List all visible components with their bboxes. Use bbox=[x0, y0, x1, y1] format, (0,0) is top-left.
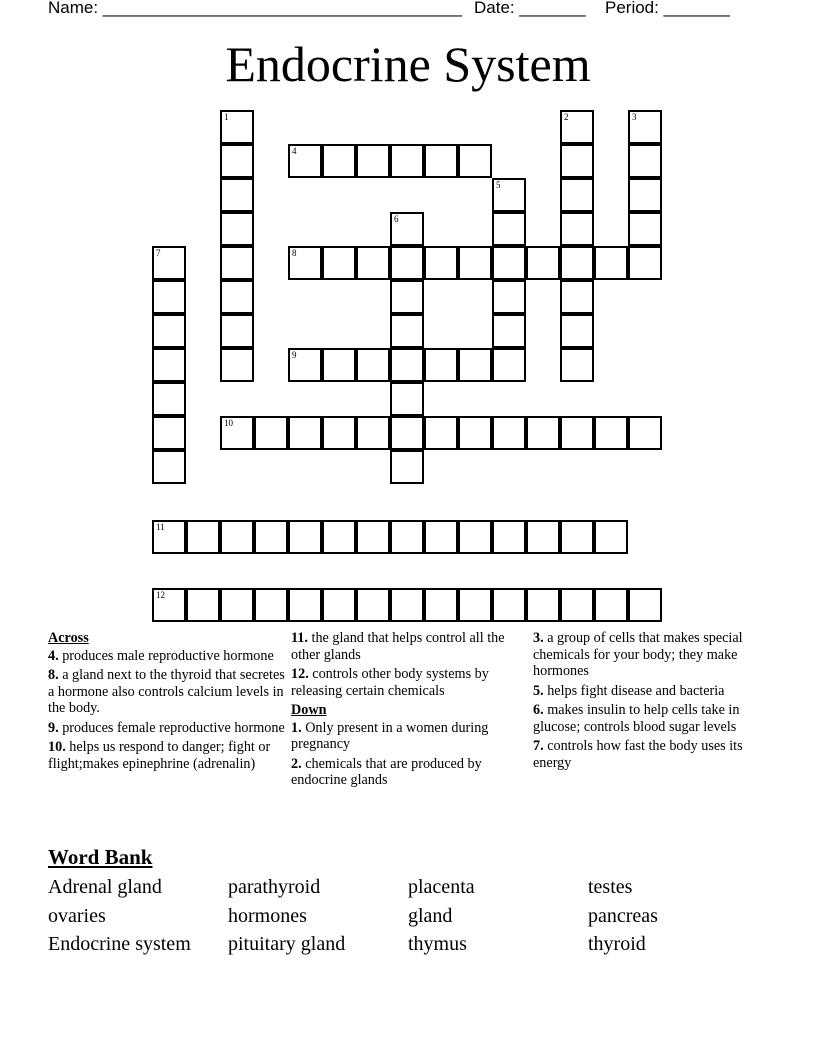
word-bank-item: Adrenal gland bbox=[48, 876, 162, 898]
crossword-cell[interactable] bbox=[322, 246, 356, 280]
clue-column-3 bbox=[533, 630, 758, 774]
clue-number: 11 bbox=[156, 522, 165, 532]
crossword-cell[interactable] bbox=[526, 246, 560, 280]
crossword-cell[interactable] bbox=[492, 246, 526, 280]
clue-number: 4 bbox=[292, 146, 297, 156]
word-bank-item: testes bbox=[588, 876, 633, 898]
clue-down-1: 1. Only present in a women during pregnancy bbox=[291, 719, 489, 752]
clue-number: 5 bbox=[496, 180, 501, 190]
crossword-cell[interactable] bbox=[152, 520, 186, 554]
crossword-cell[interactable] bbox=[322, 144, 356, 178]
crossword-cell[interactable] bbox=[526, 588, 560, 622]
crossword-cell[interactable] bbox=[152, 314, 186, 348]
clue-number: 8 bbox=[292, 248, 297, 258]
word-bank-item: hormones bbox=[228, 904, 307, 927]
clue-number: 10 bbox=[224, 418, 233, 428]
clue-across-8: 8. a gland next to the thyroid that secretes a hormone also controls calcium levels in the body. bbox=[48, 667, 285, 716]
crossword-cell[interactable] bbox=[220, 520, 254, 554]
word-bank bbox=[48, 873, 768, 959]
clue-across-12: 12. controls other body systems by releasing certain chemicals bbox=[291, 666, 489, 699]
crossword-cell[interactable] bbox=[560, 348, 594, 382]
crossword-cell[interactable] bbox=[492, 348, 526, 382]
crossword-cell[interactable] bbox=[492, 314, 526, 348]
crossword-cell[interactable] bbox=[356, 416, 390, 450]
crossword-cell[interactable] bbox=[220, 416, 254, 450]
crossword-cell[interactable] bbox=[220, 314, 254, 348]
period-field[interactable]: Period: _______ bbox=[605, 0, 730, 17]
crossword-cell[interactable] bbox=[186, 520, 220, 554]
crossword-cell[interactable] bbox=[390, 280, 424, 314]
crossword-cell[interactable] bbox=[628, 212, 662, 246]
crossword-cell[interactable] bbox=[356, 520, 390, 554]
crossword-cell[interactable] bbox=[254, 588, 288, 622]
crossword-cell[interactable] bbox=[322, 348, 356, 382]
page-title: Endocrine System bbox=[225, 36, 591, 92]
crossword-cell[interactable] bbox=[220, 246, 254, 280]
clue-down-2: 2. chemicals that are produced by endocrine glands bbox=[291, 755, 482, 788]
crossword-cell[interactable] bbox=[594, 520, 628, 554]
crossword-cell[interactable] bbox=[356, 246, 390, 280]
crossword-cell[interactable] bbox=[390, 450, 424, 484]
crossword-cell[interactable] bbox=[220, 212, 254, 246]
crossword-cell[interactable] bbox=[390, 144, 424, 178]
crossword-cell[interactable] bbox=[288, 348, 322, 382]
word-bank-item: pituitary gland bbox=[228, 933, 346, 955]
crossword-cell[interactable] bbox=[424, 144, 458, 178]
crossword-cell[interactable] bbox=[152, 450, 186, 484]
crossword-cell[interactable] bbox=[492, 416, 526, 450]
crossword-cell[interactable] bbox=[492, 520, 526, 554]
clue-across-9: 9. produces female reproductive hormone bbox=[48, 719, 285, 736]
word-bank-item: parathyroid bbox=[228, 876, 321, 898]
crossword-cell[interactable] bbox=[220, 178, 254, 212]
down-heading: Down bbox=[291, 702, 327, 718]
crossword-cell[interactable] bbox=[390, 314, 424, 348]
clue-number: 12 bbox=[156, 590, 165, 600]
crossword-cell[interactable] bbox=[288, 246, 322, 280]
word-bank-item: Endocrine system bbox=[48, 933, 191, 955]
word-bank-item: pancreas bbox=[588, 904, 658, 927]
word-bank-heading: Word Bank bbox=[48, 845, 153, 869]
crossword-cell[interactable] bbox=[152, 588, 186, 622]
word-bank-item: thyroid bbox=[588, 933, 646, 955]
crossword-cell[interactable] bbox=[458, 348, 492, 382]
crossword-cell[interactable] bbox=[186, 588, 220, 622]
crossword-cell[interactable] bbox=[356, 144, 390, 178]
crossword-cell[interactable] bbox=[458, 588, 492, 622]
crossword-cell[interactable] bbox=[424, 416, 458, 450]
word-bank-item: gland bbox=[408, 904, 453, 927]
crossword-cell[interactable] bbox=[560, 144, 594, 178]
crossword-cell[interactable] bbox=[254, 520, 288, 554]
crossword-cell[interactable] bbox=[526, 416, 560, 450]
crossword-cell[interactable] bbox=[288, 416, 322, 450]
crossword-cell[interactable] bbox=[152, 280, 186, 314]
crossword-cell[interactable] bbox=[560, 280, 594, 314]
crossword-cell[interactable] bbox=[526, 520, 560, 554]
word-bank-item: ovaries bbox=[48, 904, 106, 927]
crossword-cell[interactable] bbox=[492, 588, 526, 622]
crossword-cell[interactable] bbox=[356, 348, 390, 382]
crossword-cell[interactable] bbox=[322, 416, 356, 450]
crossword-cell[interactable] bbox=[390, 246, 424, 280]
crossword-cell[interactable] bbox=[560, 110, 594, 144]
crossword-cell[interactable] bbox=[254, 416, 288, 450]
crossword-cell[interactable] bbox=[424, 588, 458, 622]
crossword-cell[interactable] bbox=[390, 382, 424, 416]
clue-number: 9 bbox=[292, 350, 297, 360]
crossword-cell[interactable] bbox=[390, 348, 424, 382]
crossword-cell[interactable] bbox=[560, 520, 594, 554]
crossword-cell[interactable] bbox=[390, 588, 424, 622]
clue-down-6: 6. makes insulin to help cells take in glucose; controls blood sugar levels bbox=[533, 702, 740, 735]
crossword-cell[interactable] bbox=[458, 246, 492, 280]
crossword-cell[interactable] bbox=[220, 144, 254, 178]
crossword-cell[interactable] bbox=[152, 416, 186, 450]
word-bank-item: thymus bbox=[408, 933, 467, 955]
crossword-cell[interactable] bbox=[628, 178, 662, 212]
crossword-cell[interactable] bbox=[390, 416, 424, 450]
clue-down-5: 5. helps fight disease and bacteria bbox=[533, 682, 725, 699]
crossword-cell[interactable] bbox=[560, 314, 594, 348]
crossword-cell[interactable] bbox=[628, 144, 662, 178]
clue-down-7: 7. controls how fast the body uses its energy bbox=[533, 738, 743, 771]
crossword-cell[interactable] bbox=[560, 178, 594, 212]
crossword-cell[interactable] bbox=[220, 110, 254, 144]
crossword-cell[interactable] bbox=[492, 280, 526, 314]
clue-column-2 bbox=[291, 630, 516, 792]
crossword-cell[interactable] bbox=[560, 246, 594, 280]
crossword-cell[interactable] bbox=[628, 416, 662, 450]
crossword-cell[interactable] bbox=[322, 588, 356, 622]
crossword-cell[interactable] bbox=[390, 212, 424, 246]
clue-number: 7 bbox=[156, 248, 161, 258]
crossword-cell[interactable] bbox=[628, 110, 662, 144]
clue-across-4: 4. produces male reproductive hormone bbox=[48, 647, 274, 664]
word-bank-item: placenta bbox=[408, 876, 475, 898]
crossword-cell[interactable] bbox=[288, 588, 322, 622]
clue-column-1 bbox=[48, 630, 288, 775]
across-heading: Across bbox=[48, 630, 89, 646]
crossword-cell[interactable] bbox=[152, 348, 186, 382]
clue-number: 2 bbox=[564, 112, 569, 122]
crossword-cell[interactable] bbox=[560, 588, 594, 622]
crossword-cell[interactable] bbox=[322, 520, 356, 554]
crossword-cell[interactable] bbox=[288, 520, 322, 554]
crossword-cell[interactable] bbox=[458, 520, 492, 554]
crossword-cell[interactable] bbox=[560, 416, 594, 450]
crossword-cell[interactable] bbox=[220, 280, 254, 314]
crossword-cell[interactable] bbox=[424, 246, 458, 280]
crossword-cell[interactable] bbox=[628, 588, 662, 622]
crossword-cell[interactable] bbox=[152, 246, 186, 280]
crossword-cell[interactable] bbox=[594, 246, 628, 280]
crossword-cell[interactable] bbox=[152, 382, 186, 416]
crossword-cell[interactable] bbox=[424, 520, 458, 554]
crossword-cell[interactable] bbox=[220, 588, 254, 622]
crossword-cell[interactable] bbox=[492, 178, 526, 212]
crossword-cell[interactable] bbox=[492, 212, 526, 246]
clue-across-10: 10. helps us respond to danger; fight or flight;makes epinephrine (adrenalin) bbox=[48, 739, 271, 772]
crossword-cell[interactable] bbox=[458, 144, 492, 178]
crossword-cell[interactable] bbox=[560, 212, 594, 246]
crossword-cell[interactable] bbox=[356, 588, 390, 622]
crossword-cell[interactable] bbox=[594, 588, 628, 622]
clue-across-11: 11. the gland that helps control all the other glands bbox=[291, 630, 505, 663]
date-field[interactable]: Date: _______ bbox=[474, 0, 586, 17]
clue-number: 1 bbox=[224, 112, 229, 122]
crossword-cell[interactable] bbox=[288, 144, 322, 178]
crossword-cell[interactable] bbox=[458, 416, 492, 450]
crossword-cell[interactable] bbox=[628, 246, 662, 280]
clue-number: 6 bbox=[394, 214, 399, 224]
crossword-cell[interactable] bbox=[390, 520, 424, 554]
crossword-cell[interactable] bbox=[594, 416, 628, 450]
clue-number: 3 bbox=[632, 112, 637, 122]
crossword-cell[interactable] bbox=[424, 348, 458, 382]
crossword-cell[interactable] bbox=[220, 348, 254, 382]
clue-down-3: 3. a group of cells that makes special chemicals for your body; they make hormones bbox=[533, 630, 743, 679]
name-field[interactable]: Name: ______________________________________ bbox=[48, 0, 463, 17]
